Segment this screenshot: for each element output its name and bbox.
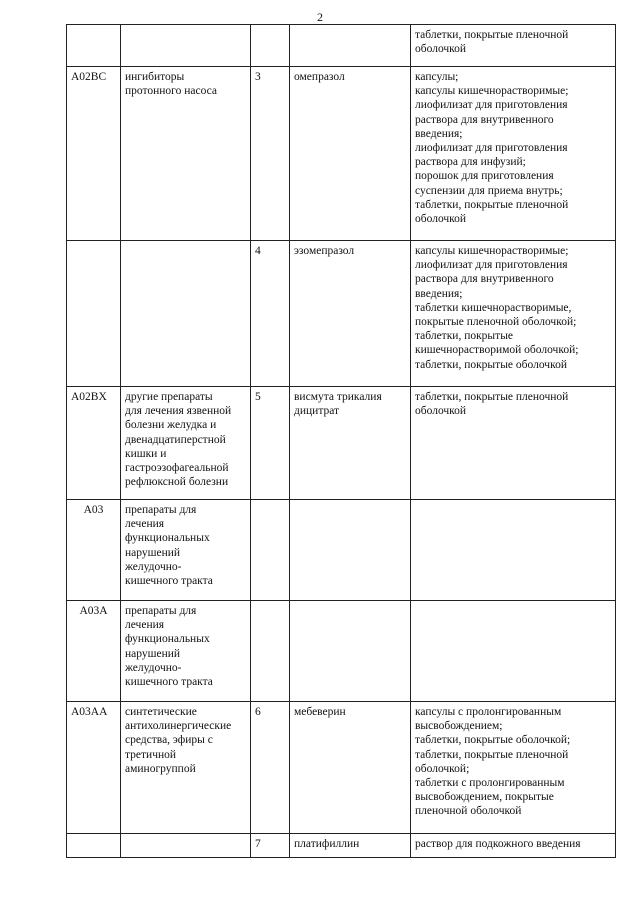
- group-name-cell: [121, 387, 251, 500]
- dosage-forms-cell: [411, 601, 616, 702]
- group-name-cell: [121, 601, 251, 702]
- item-number-cell: 7: [251, 834, 290, 858]
- group-name-cell: [121, 241, 251, 387]
- drug-name-cell: [290, 500, 411, 601]
- dosage-forms-cell-line: пленочной оболочкой: [415, 805, 522, 818]
- group-name-cell-line: нарушений: [125, 546, 181, 559]
- group-name-cell: [121, 67, 251, 241]
- group-name-cell-line: рефлюксной болезни: [125, 476, 229, 489]
- table-row: [67, 601, 616, 702]
- group-name-cell-line: функциональных: [125, 633, 210, 646]
- group-name-cell-line: кишки и: [125, 447, 167, 460]
- group-name-cell-line: протонного насоса: [125, 85, 217, 98]
- page-number: 2: [317, 10, 323, 24]
- dosage-forms-cell-line: порошок для приготовления: [415, 170, 554, 183]
- dosage-forms-cell-line: оболочкой: [415, 405, 467, 418]
- group-name-cell-line: антихолинергические: [125, 720, 232, 733]
- dosage-forms-cell-line: таблетки, покрытые оболочкой;: [415, 734, 571, 747]
- dosage-forms-cell-line: раствора для инфузий;: [415, 156, 526, 169]
- atc-code-cell: A03: [67, 500, 121, 601]
- dosage-forms-cell-line: капсулы;: [415, 71, 459, 83]
- dosage-forms-cell: [411, 702, 616, 834]
- group-name-cell-line: желудочно-: [125, 560, 182, 573]
- group-name-cell-line: лечения: [125, 619, 165, 632]
- dosage-forms-cell-line: капсулы кишечнорастворимые;: [415, 85, 569, 98]
- atc-code-cell: A02BC: [67, 67, 121, 241]
- dosage-forms-cell: [411, 241, 616, 387]
- table-row: [67, 500, 616, 601]
- dosage-forms-cell-line: раствора для внутривенного: [415, 273, 554, 286]
- atc-code-cell: [67, 241, 121, 387]
- dosage-forms-cell-line: раствор для подкожного введения: [415, 838, 581, 850]
- group-name-cell-line: двенадцатиперстной: [125, 433, 226, 446]
- table-row: [67, 834, 616, 858]
- dosage-forms-cell: [411, 67, 616, 241]
- item-number-cell: 5: [251, 387, 290, 500]
- drug-name-cell: [290, 702, 411, 834]
- dosage-forms-cell-line: таблетки, покрытые пленочной: [415, 748, 569, 761]
- item-number-cell: [251, 25, 290, 67]
- table-row: [67, 25, 616, 67]
- atc-code-cell: [67, 25, 121, 67]
- group-name-cell-line: болезни желудка и: [125, 419, 217, 432]
- group-name-cell-line: ингибиторы: [125, 71, 185, 83]
- atc-code-cell: A03AA: [67, 702, 121, 834]
- dosage-forms-cell-line: лиофилизат для приготовления: [415, 142, 568, 155]
- drug-name-cell: [290, 387, 411, 500]
- dosage-forms-cell-line: таблетки, покрытые пленочной: [415, 198, 569, 211]
- group-name-cell-line: средства, эфиры с: [125, 734, 213, 747]
- group-name-cell-line: кишечного тракта: [125, 676, 213, 689]
- dosage-forms-cell: [411, 500, 616, 601]
- drug-name-cell-line: эзомепразол: [294, 245, 355, 257]
- group-name-cell: [121, 702, 251, 834]
- group-name-cell: [121, 834, 251, 858]
- group-name-cell-line: аминогруппой: [125, 762, 196, 775]
- dosage-forms-cell-line: кишечнорастворимой оболочкой;: [415, 344, 579, 357]
- dosage-forms-cell-line: введения;: [415, 287, 463, 300]
- dosage-forms-cell-line: оболочкой;: [415, 762, 470, 775]
- dosage-forms-cell-line: раствора для внутривенного: [415, 113, 554, 126]
- dosage-forms-cell: [411, 25, 616, 67]
- group-name-cell-line: третичной: [125, 748, 177, 761]
- dosage-forms-cell-line: таблетки, покрытые оболочкой: [415, 358, 567, 371]
- group-name-cell-line: синтетические: [125, 706, 197, 718]
- group-name-cell-line: препараты для: [125, 605, 197, 617]
- table-body: [67, 25, 616, 858]
- drug-name-cell-line: дицитрат: [294, 405, 340, 418]
- table-row: [67, 241, 616, 387]
- dosage-forms-cell-line: лиофилизат для приготовления: [415, 99, 568, 112]
- dosage-forms-cell-line: оболочкой: [415, 213, 467, 226]
- dosage-forms-cell: [411, 834, 616, 858]
- item-number-cell: [251, 500, 290, 601]
- drug-name-cell-line: мебеверин: [294, 706, 346, 718]
- dosage-forms-cell-line: таблетки кишечнорастворимые,: [415, 301, 572, 314]
- dosage-forms-cell-line: капсулы с пролонгированным: [415, 706, 562, 718]
- dosage-forms-cell-line: таблетки, покрытые пленочной: [415, 29, 569, 41]
- item-number-cell: 6: [251, 702, 290, 834]
- dosage-forms-cell-line: таблетки с пролонгированным: [415, 777, 565, 790]
- drug-name-cell-line: висмута трикалия: [294, 391, 382, 403]
- group-name-cell-line: кишечного тракта: [125, 575, 213, 588]
- item-number-cell: [251, 601, 290, 702]
- drug-name-cell: [290, 241, 411, 387]
- dosage-forms-cell-line: покрытые пленочной оболочкой;: [415, 316, 577, 329]
- drug-name-cell: [290, 834, 411, 858]
- item-number-cell: 3: [251, 67, 290, 241]
- group-name-cell-line: другие препараты: [125, 391, 213, 403]
- atc-code-cell: A02BX: [67, 387, 121, 500]
- group-name-cell: [121, 25, 251, 67]
- group-name-cell-line: препараты для: [125, 504, 197, 516]
- drug-name-cell: [290, 601, 411, 702]
- table-row: [67, 67, 616, 241]
- atc-code-cell: [67, 834, 121, 858]
- group-name-cell-line: гастроэзофагеальной: [125, 462, 229, 475]
- dosage-forms-cell-line: суспензии для приема внутрь;: [415, 184, 563, 197]
- dosage-forms-cell-line: таблетки, покрытые: [415, 330, 514, 343]
- dosage-forms-cell-line: таблетки, покрытые пленочной: [415, 391, 569, 403]
- group-name-cell-line: нарушений: [125, 647, 181, 660]
- dosage-forms-cell-line: введения;: [415, 127, 463, 140]
- drug-name-cell: [290, 25, 411, 67]
- dosage-forms-cell-line: высвобождением, покрытые: [415, 791, 554, 804]
- drug-name-cell-line: омепразол: [294, 71, 345, 83]
- table-row: [67, 387, 616, 500]
- dosage-forms-cell-line: высвобождением;: [415, 720, 503, 733]
- atc-code-cell: A03A: [67, 601, 121, 702]
- item-number-cell: 4: [251, 241, 290, 387]
- group-name-cell-line: лечения: [125, 518, 165, 531]
- drug-name-cell: [290, 67, 411, 241]
- dosage-forms-cell: [411, 387, 616, 500]
- group-name-cell: [121, 500, 251, 601]
- group-name-cell-line: желудочно-: [125, 661, 182, 674]
- dosage-forms-cell-line: лиофилизат для приготовления: [415, 259, 568, 272]
- dosage-forms-cell-line: капсулы кишечнорастворимые;: [415, 245, 569, 257]
- group-name-cell-line: для лечения язвенной: [125, 405, 232, 418]
- medicines-table: [66, 24, 616, 858]
- group-name-cell-line: функциональных: [125, 532, 210, 545]
- dosage-forms-cell-line: оболочкой: [415, 43, 467, 56]
- drug-name-cell-line: платифиллин: [294, 838, 360, 850]
- table-row: [67, 702, 616, 834]
